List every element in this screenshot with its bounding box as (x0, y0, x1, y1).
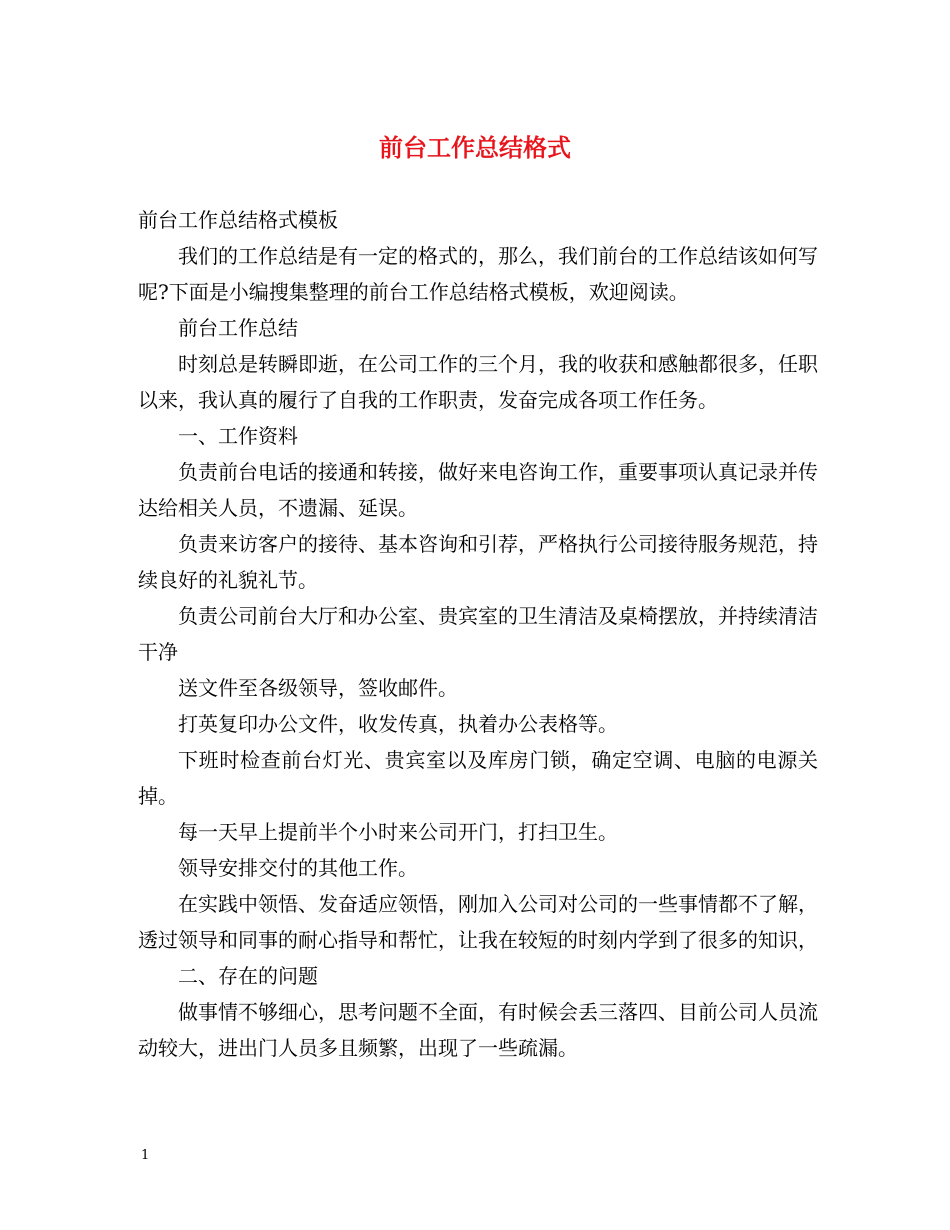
paragraph: 我们的工作总结是有一定的格式的，那么，我们前台的工作总结该如何写呢?下面是小编搜集整理的前台工作总结格式模板，欢迎阅读。 (138, 244, 818, 304)
paragraph: 送文件至各级领导，签收邮件。 (178, 676, 458, 700)
section-heading: 二、存在的问题 (178, 964, 318, 988)
paragraph: 在实践中领悟、发奋适应领悟，刚加入公司对公司的一些事情都不了解，透过领导和同事的耐心指导和帮忙，让我在较短的时刻内学到了很多的知识， (138, 892, 818, 952)
document-title: 前台工作总结格式 (379, 133, 571, 162)
paragraph: 负责前台电话的接通和转接，做好来电咨询工作，重要事项认真记录并传达给相关人员，不遗漏、延误。 (138, 460, 818, 520)
paragraph: 每一天早上提前半个小时来公司开门，打扫卫生。 (178, 820, 618, 844)
document-body (138, 202, 818, 1066)
paragraph: 负责公司前台大厅和办公室、贵宾室的卫生清洁及桌椅摆放，并持续清洁干净 (138, 604, 818, 664)
paragraph-heading: 前台工作总结 (178, 316, 298, 340)
paragraph: 做事情不够细心，思考问题不全面，有时候会丢三落四、目前公司人员流动较大，进出门人员多且频繁，出现了一些疏漏。 (138, 1000, 818, 1060)
page-number: 1 (141, 1148, 150, 1163)
paragraph: 领导安排交付的其他工作。 (178, 856, 418, 880)
paragraph: 负责来访客户的接待、基本咨询和引荐，严格执行公司接待服务规范，持续良好的礼貌礼节。 (138, 532, 818, 592)
section-heading: 一、工作资料 (178, 424, 298, 448)
paragraph-subtitle: 前台工作总结格式模板 (138, 208, 338, 232)
paragraph: 时刻总是转瞬即逝，在公司工作的三个月，我的收获和感触都很多，任职以来，我认真的履行了自我的工作职责，发奋完成各项工作任务。 (138, 352, 818, 412)
paragraph: 打英复印办公文件，收发传真，执着办公表格等。 (178, 712, 618, 736)
paragraph: 下班时检查前台灯光、贵宾室以及库房门锁，确定空调、电脑的电源关掉。 (138, 748, 818, 808)
